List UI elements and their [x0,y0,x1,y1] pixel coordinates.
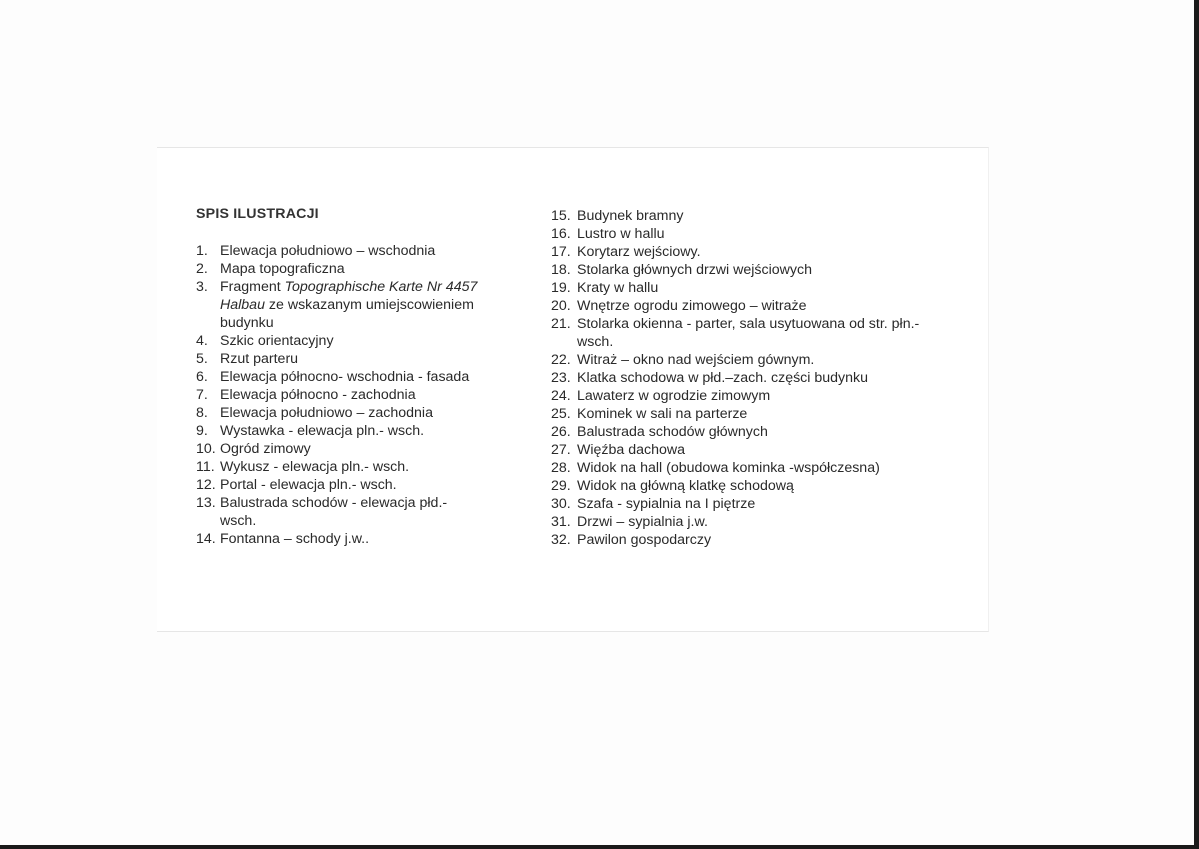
item-text: Stolarka głównych drzwi wejściowych [577,262,812,278]
item-number: 6. [196,369,208,385]
item-text: Szkic orientacyjny [220,333,334,349]
list-item [196,530,486,548]
item-text: Balustrada schodów głównych [577,424,768,440]
illustrations-list-right-column [551,207,941,549]
item-text: Fontanna – schody j.w.. [220,531,370,547]
item-number: 30. [551,496,571,512]
list-item [196,278,486,332]
list-item [551,423,941,441]
list-item [551,279,941,297]
item-text: Stolarka okienna - parter, sala usytuowana od str. płn.-wsch. [577,316,920,350]
item-number: 1. [196,243,208,259]
scan-edge-right [1194,0,1199,849]
item-number: 28. [551,460,571,476]
item-text: Drzwi – sypialnia j.w. [577,514,708,530]
list-item [551,459,941,477]
list-item [196,458,486,476]
list-item [551,315,941,351]
item-text: Elewacja północno - zachodnia [220,387,416,403]
list-item [551,261,941,279]
item-text: Rzut parteru [220,351,299,367]
item-text: Lustro w hallu [577,226,665,242]
item-text: Budynek bramny [577,208,684,224]
item-text: Wykusz - elewacja pln.- wsch. [220,459,410,475]
list-item [551,225,941,243]
item-number: 8. [196,405,208,421]
item-number: 22. [551,352,571,368]
item-text: Widok na główną klatkę schodową [577,478,794,494]
item-text [220,278,486,332]
item-number: 23. [551,370,571,386]
list-item [551,243,941,261]
item-number: 15. [551,208,571,224]
item-text: Wnętrze ogrodu zimowego – witraże [577,298,807,314]
list-item [196,440,486,458]
list-item [551,351,941,369]
item-text: Kominek w sali na parterze [577,406,748,422]
list-item [551,387,941,405]
item-number: 5. [196,351,208,367]
item-text: Klatka schodowa w płd.–zach. części budynku [577,370,869,386]
item-number: 9. [196,423,208,439]
item-number: 19. [551,280,571,296]
list-item [551,207,941,225]
list-item [551,531,941,549]
item-text: Elewacja północno- wschodnia - fasada [220,369,470,385]
illustrations-list-left-column [196,205,486,548]
item-text: Korytarz wejściowy. [577,244,701,260]
item-number: 18. [551,262,571,278]
item-text: Pawilon gospodarczy [577,532,712,548]
item-number: 24. [551,388,571,404]
item-number: 14. [196,531,216,547]
item-text: Ogród zimowy [220,441,311,457]
item-number: 12. [196,477,216,493]
item-text: Wystawka - elewacja pln.- wsch. [220,423,425,439]
list-item [196,494,486,530]
item-text: Portal - elewacja pln.- wsch. [220,477,397,493]
item-number: 11. [196,459,215,475]
item-text-post: ze wskazanym umiejscowieniem budynku [220,297,474,331]
list-item [551,477,941,495]
item-number: 21. [551,316,571,332]
item-number: 13. [196,495,216,511]
left-list [196,242,486,548]
list-item [196,476,486,494]
item-text: Kraty w hallu [577,280,659,296]
item-number: 31. [551,514,571,530]
item-number: 4. [196,333,208,349]
item-number: 26. [551,424,571,440]
item-number: 17. [551,244,571,260]
item-number: 27. [551,442,571,458]
list-item [196,404,486,422]
item-text: Elewacja południowo – zachodnia [220,405,433,421]
item-text: Elewacja południowo – wschodnia [220,243,436,259]
list-heading: SPIS ILUSTRACJI [196,206,319,222]
list-item [196,260,486,278]
item-text: Więźba dachowa [577,442,686,458]
item-text-pre: Fragment [220,279,285,295]
item-number: 3. [196,279,208,295]
list-item [196,350,486,368]
item-number: 29. [551,478,571,494]
item-text: Widok na hall (obudowa kominka -współczesna) [577,460,880,476]
list-item [551,441,941,459]
list-item [196,368,486,386]
item-text: Witraż – okno nad wejściem gównym. [577,352,815,368]
list-item [551,513,941,531]
item-number: 20. [551,298,571,314]
list-item [551,297,941,315]
right-list [551,207,941,549]
list-item [551,405,941,423]
item-text: Szafa - sypialnia na I piętrze [577,496,756,512]
list-item [196,332,486,350]
list-item [551,495,941,513]
item-number: 25. [551,406,571,422]
item-text-italic-title: Topographische Karte Nr 4457 Halbau [220,279,478,313]
list-item [196,386,486,404]
list-item [196,242,486,260]
item-text: Balustrada schodów - elewacja płd.- wsch. [220,495,448,529]
list-item [196,422,486,440]
item-text: Lawaterz w ogrodzie zimowym [577,388,771,404]
scan-edge-bottom [0,845,1199,849]
item-number: 10. [196,441,216,457]
item-text: Mapa topograficzna [220,261,345,277]
item-number: 2. [196,261,208,277]
list-item [551,369,941,387]
item-number: 7. [196,387,208,403]
item-number: 32. [551,532,571,548]
item-number: 16. [551,226,571,242]
